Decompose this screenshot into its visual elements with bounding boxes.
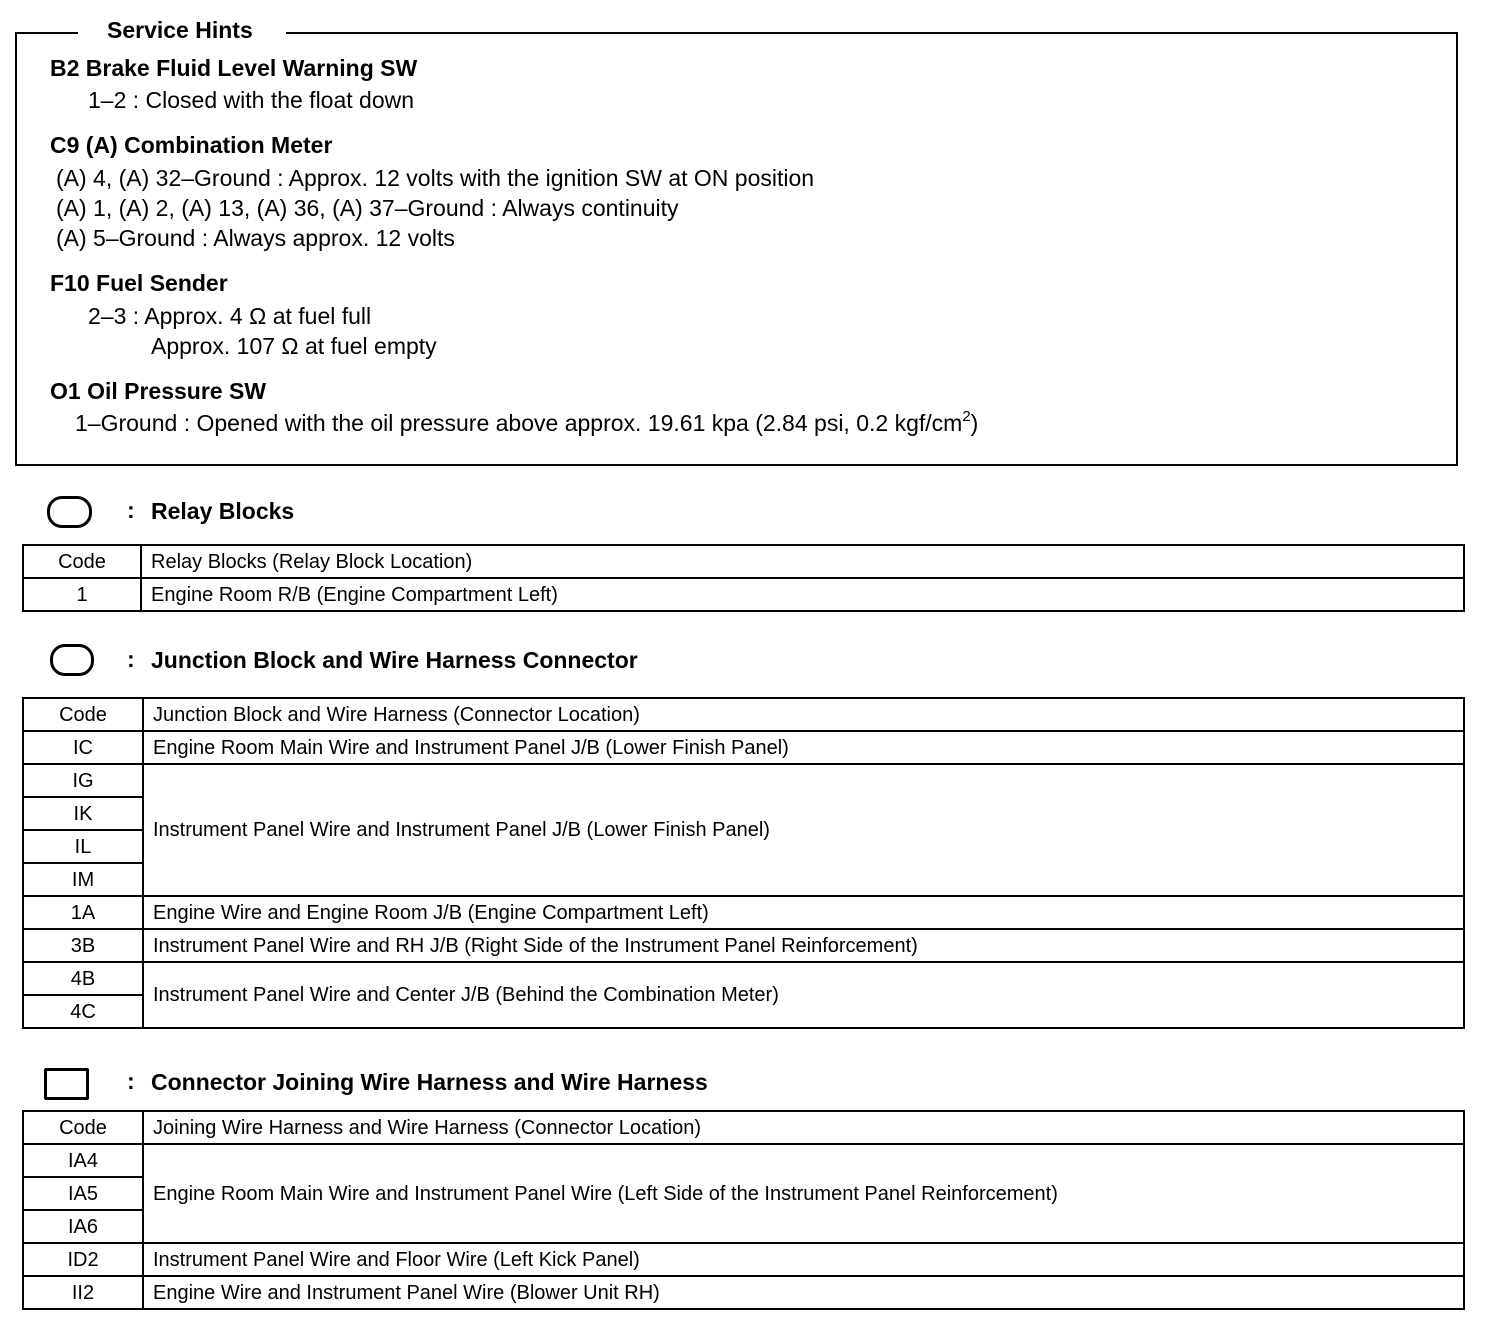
row-desc: Instrument Panel Wire and Center J/B (Behind the Combination Meter) [143,962,1464,1028]
service-hints-title: Service Hints [107,17,253,43]
row-code: IA4 [23,1144,143,1177]
table-row [23,764,1464,797]
table-header-row [23,1111,1464,1144]
hint-line-b2-1: 1–2 : Closed with the float down [88,87,415,113]
row-code: 3B [23,929,143,962]
connector-joining-colon: : [127,1068,135,1094]
row-code: IC [23,731,143,764]
row-code: 1A [23,896,143,929]
hint-line-o1-close: ) [970,410,979,436]
junction-block-symbol-icon [50,644,94,676]
service-hints-border-right [286,32,1458,34]
hint-heading-b2: B2 Brake Fluid Level Warning SW [50,55,418,81]
hint-line-o1-superscript: 2 [962,408,971,425]
table-row [23,929,1464,962]
table-row [23,731,1464,764]
row-desc: Instrument Panel Wire and Floor Wire (Left Kick Panel) [143,1243,1464,1276]
header-code: Code [23,545,141,578]
header-desc: Relay Blocks (Relay Block Location) [141,545,1464,578]
row-code: IA6 [23,1210,143,1243]
connector-joining-table [22,1110,1465,1310]
row-desc: Engine Room Main Wire and Instrument Panel Wire (Left Side of the Instrument Panel Reinforcement) [143,1144,1464,1243]
header-code: Code [23,698,143,731]
connector-joining-title: Connector Joining Wire Harness and Wire Harness [151,1069,708,1095]
hint-line-f10-1: 2–3 : Approx. 4 Ω at fuel full [88,303,372,329]
junction-blocks-table [22,697,1465,1029]
row-code: IA5 [23,1177,143,1210]
connector-joining-symbol-icon [44,1068,89,1100]
hint-heading-c9: C9 (A) Combination Meter [50,132,333,158]
header-desc: Joining Wire Harness and Wire Harness (Connector Location) [143,1111,1464,1144]
table-row [23,1144,1464,1177]
junction-blocks-title: Junction Block and Wire Harness Connector [151,647,638,673]
table-row [23,962,1464,995]
table-row [23,1276,1464,1309]
hint-line-o1-1 [75,409,978,437]
junction-blocks-colon: : [127,646,135,672]
relay-blocks-table [22,544,1465,612]
hint-line-c9-3: (A) 5–Ground : Always approx. 12 volts [56,225,455,251]
row-desc: Engine Room R/B (Engine Compartment Left) [141,578,1464,611]
table-row [23,896,1464,929]
table-header-row [23,545,1464,578]
row-code: IG [23,764,143,797]
row-desc: Engine Wire and Engine Room J/B (Engine Compartment Left) [143,896,1464,929]
header-code: Code [23,1111,143,1144]
row-code: 4C [23,995,143,1028]
row-code: 4B [23,962,143,995]
row-desc: Instrument Panel Wire and RH J/B (Right Side of the Instrument Panel Reinforcement) [143,929,1464,962]
table-row [23,1243,1464,1276]
hint-line-f10-2: Approx. 107 Ω at fuel empty [151,333,437,359]
row-code: IM [23,863,143,896]
row-code: ID2 [23,1243,143,1276]
hint-line-c9-1: (A) 4, (A) 32–Ground : Approx. 12 volts with the ignition SW at ON position [56,165,815,191]
relay-block-symbol-icon [47,496,92,528]
row-code: IK [23,797,143,830]
hint-line-c9-2: (A) 1, (A) 2, (A) 13, (A) 36, (A) 37–Ground : Always continuity [56,195,679,221]
relay-blocks-title: Relay Blocks [151,498,295,524]
service-hints-border-left [15,32,78,34]
row-code: IL [23,830,143,863]
hint-line-o1-text: 1–Ground : Opened with the oil pressure above approx. 19.61 kpa (2.84 psi, 0.2 kgf/cm [75,410,963,436]
row-code: II2 [23,1276,143,1309]
row-desc: Instrument Panel Wire and Instrument Panel J/B (Lower Finish Panel) [143,764,1464,896]
hint-heading-f10: F10 Fuel Sender [50,270,228,296]
row-desc: Engine Wire and Instrument Panel Wire (Blower Unit RH) [143,1276,1464,1309]
table-header-row [23,698,1464,731]
row-code: 1 [23,578,141,611]
row-desc: Engine Room Main Wire and Instrument Panel J/B (Lower Finish Panel) [143,731,1464,764]
header-desc: Junction Block and Wire Harness (Connector Location) [143,698,1464,731]
hint-heading-o1: O1 Oil Pressure SW [50,378,267,404]
relay-blocks-colon: : [127,497,135,523]
table-row [23,578,1464,611]
